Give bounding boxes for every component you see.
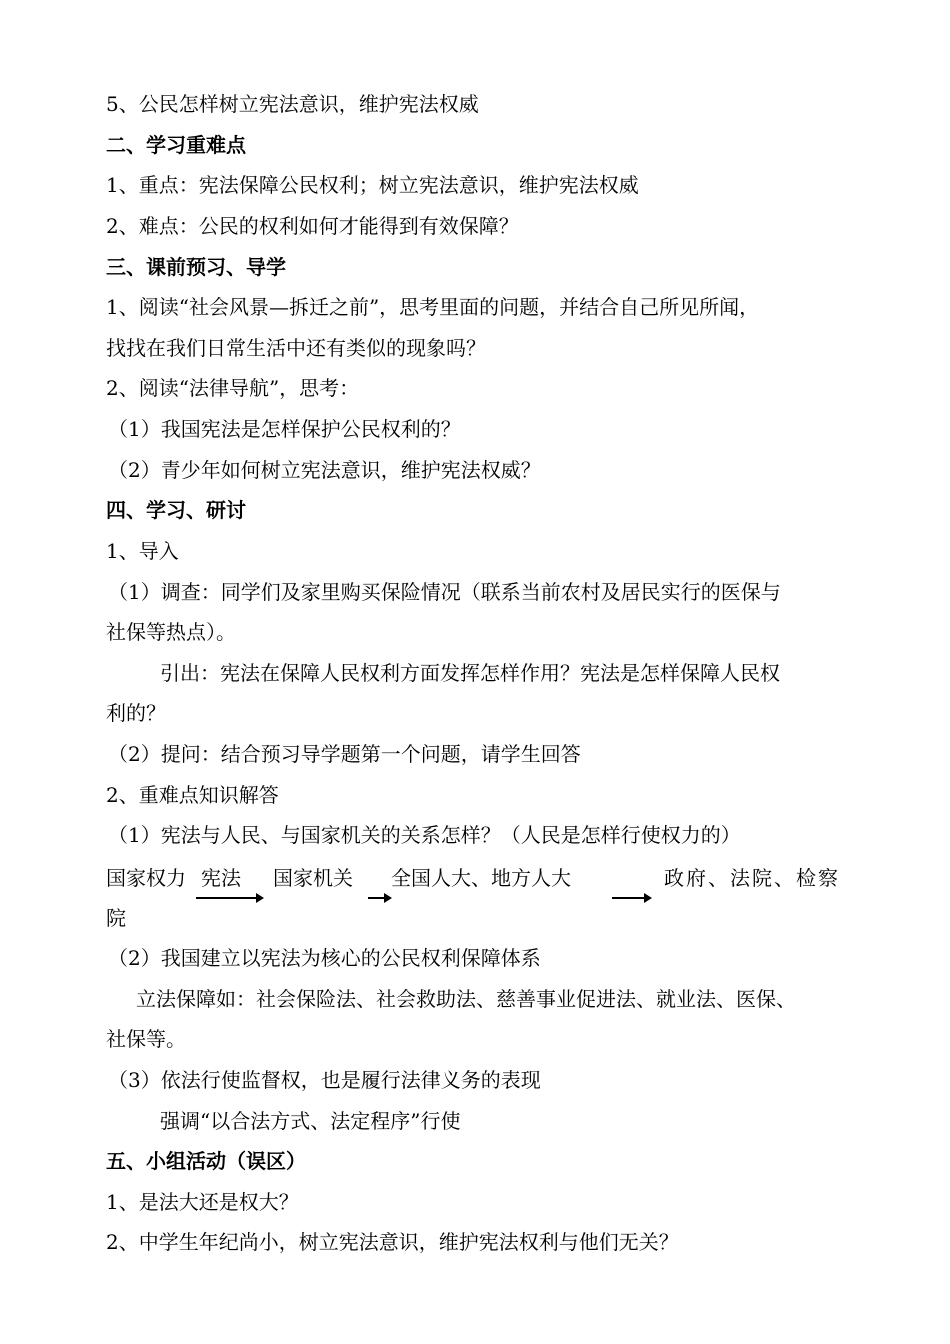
intro-heading: 1、导入: [106, 539, 179, 563]
activity-question-1: 1、是法大还是权大？: [106, 1190, 299, 1214]
survey-line-cont: 社保等热点）。: [106, 620, 236, 644]
preview-question-2: （2）青少年如何树立宪法意识，维护宪法权威？: [108, 458, 541, 482]
flow-arrow-3: [612, 897, 650, 899]
key-point: 1、重点：宪法保障公民权利；树立宪法意识，维护宪法权威: [106, 173, 639, 197]
flow-arrow-1: [196, 897, 262, 899]
lead-in-line: 引出：宪法在保障人民权利方面发挥怎样作用？宪法是怎样保障人民权: [160, 661, 780, 685]
question-line: （2）提问：结合预习导学题第一个问题，请学生回答: [108, 742, 581, 766]
legislative-protection-cont: 社保等。: [106, 1027, 186, 1051]
relation-question: （1）宪法与人民、与国家机关的关系怎样？（人民是怎样行使权力的）: [108, 823, 741, 847]
preview-item-1-cont: 找找在我们日常生活中还有类似的现象吗？: [106, 336, 486, 360]
flow-constitution: 宪法: [201, 866, 241, 890]
key-knowledge-heading: 2、重难点知识解答: [106, 783, 279, 807]
difficult-point: 2、难点：公民的权利如何才能得到有效保障？: [106, 214, 519, 238]
flow-arrow-2: [368, 897, 390, 899]
supervision-line: （3）依法行使监督权，也是履行法律义务的表现: [108, 1068, 541, 1092]
survey-line: （1）调查：同学们及家里购买保险情况（联系当前农村及居民实行的医保与: [108, 580, 781, 604]
protection-system: （2）我国建立以宪法为核心的公民权利保障体系: [108, 946, 541, 970]
activity-question-2: 2、中学生年纪尚小，树立宪法意识，维护宪法权利与他们无关？: [106, 1230, 679, 1254]
flow-government-court: 政府、法院、检察: [664, 866, 840, 890]
flow-continuation: 院: [106, 906, 126, 930]
section-heading-5: 五、小组活动（误区）: [106, 1149, 306, 1173]
flow-congress: 全国人大、地方人大: [391, 866, 571, 890]
preview-item-2: 2、阅读“法律导航”，思考：: [106, 376, 360, 400]
preview-question-1: （1）我国宪法是怎样保护公民权利的？: [108, 417, 461, 441]
section-heading-2: 二、学习重难点: [106, 133, 246, 157]
objective-5: 5、公民怎样树立宪法意识，维护宪法权威: [106, 92, 479, 116]
flow-state-power: 国家权力: [106, 866, 186, 890]
section-heading-4: 四、学习、研讨: [106, 498, 246, 522]
preview-item-1: 1、阅读“社会风景—拆迁之前”，思考里面的问题，并结合自己所见所闻，: [106, 295, 760, 319]
emphasis-line: 强调“以合法方式、法定程序”行使: [160, 1109, 461, 1133]
flow-state-organs: 国家机关: [273, 866, 353, 890]
lead-in-line-cont: 利的？: [106, 701, 166, 725]
section-heading-3: 三、课前预习、导学: [106, 255, 286, 279]
legislative-protection: 立法保障如：社会保险法、社会救助法、慈善事业促进法、就业法、医保、: [136, 987, 796, 1011]
